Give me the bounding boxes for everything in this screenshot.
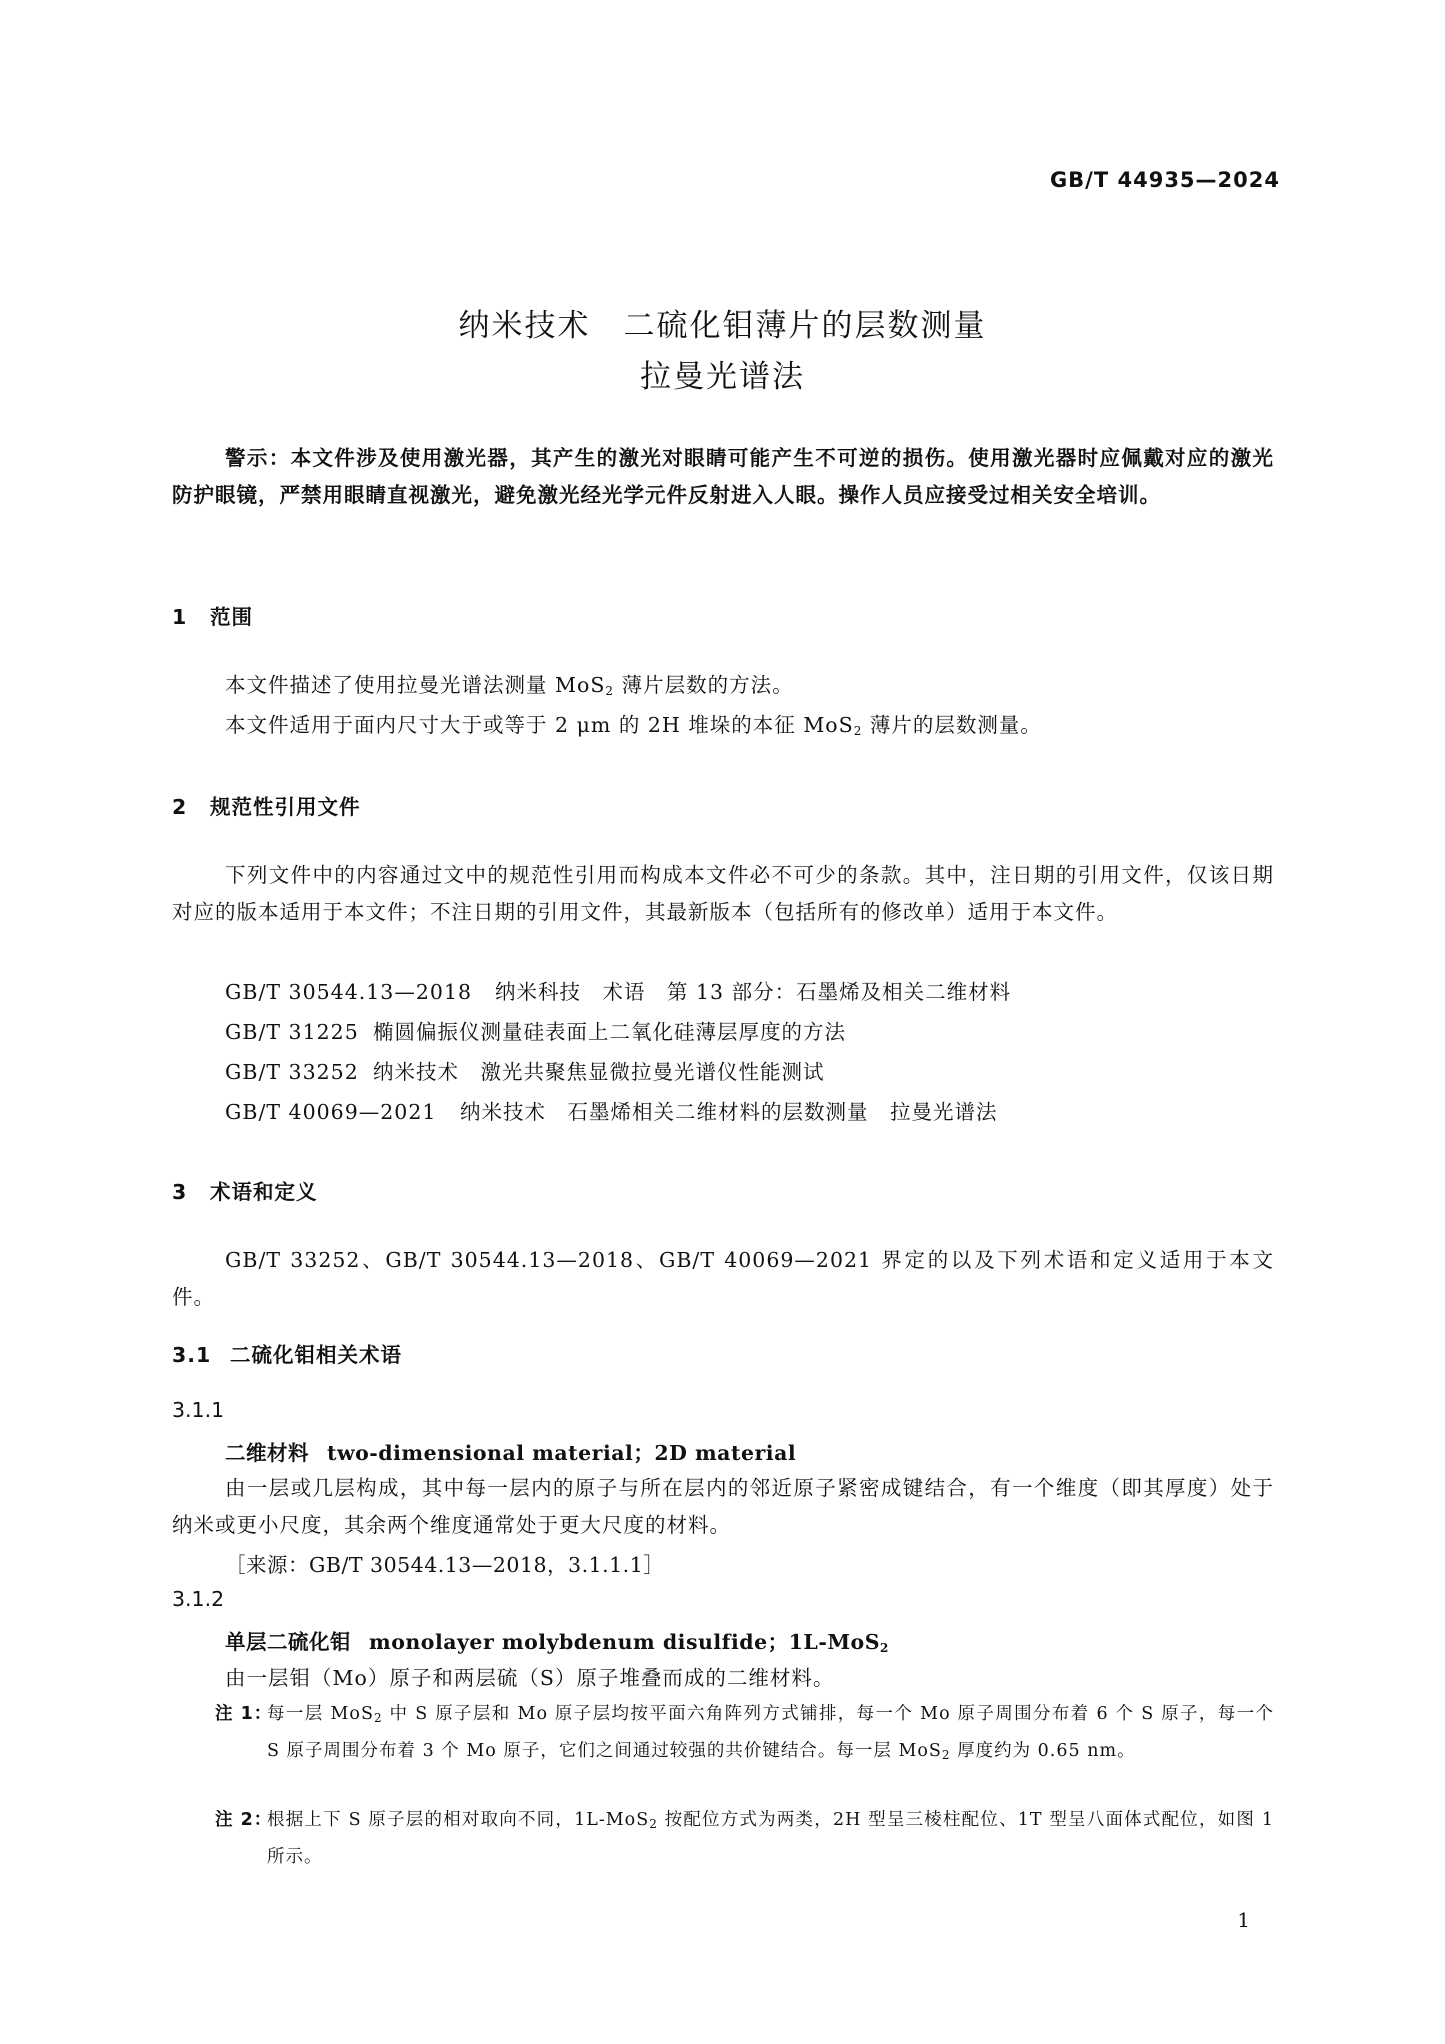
document-title-line1: 纳米技术 二硫化钼薄片的层数测量 — [458, 308, 987, 344]
section-3-heading — [172, 1175, 318, 1205]
note-label: 注 1： — [215, 1704, 273, 1724]
reference-item: GB/T 31225 椭圆偏振仪测量硅表面上二氧化硅薄层厚度的方法 — [225, 1020, 846, 1044]
safety-warning: 警示：本文件涉及使用激光器，其产生的激光对眼睛可能产生不可逆的损伤。使用激光器时应佩戴对应的激光防护眼镜，严禁用眼睛直视激光，避免激光经光学元件反射进入人眼。操作人员应接受过相关安全培训。 — [172, 446, 1274, 507]
subsection-3-1-heading — [172, 1338, 402, 1368]
subsection-title: 二硫化钼相关术语 — [230, 1343, 402, 1367]
term-source: ［来源：GB/T 30544.13—2018，3.1.1.1］ — [225, 1553, 665, 1577]
term-heading: 二维材料 two-dimensional material；2D material — [225, 1441, 797, 1465]
section-1-heading — [172, 600, 253, 630]
standard-code: GB/T 44935—2024 — [1049, 168, 1280, 192]
section-title: 范围 — [210, 605, 253, 629]
section-number: 2 — [172, 795, 188, 819]
section-2-heading — [172, 790, 361, 820]
page-number: 1 — [1237, 1908, 1250, 1932]
scope-paragraph-1: 本文件描述了使用拉曼光谱法测量 MoS$_2$ 薄片层数的方法。 — [225, 673, 794, 698]
reference-item: GB/T 33252 纳米技术 激光共聚焦显微拉曼光谱仪性能测试 — [225, 1060, 825, 1084]
section-number: 3 — [172, 1180, 188, 1204]
term-number: 3.1.2 — [172, 1587, 225, 1611]
reference-item: GB/T 40069—2021 纳米技术 石墨烯相关二维材料的层数测量 拉曼光谱法 — [225, 1100, 998, 1124]
term-heading: 单层二硫化钼 monolayer molybdenum disulfide；1L-MoS$_2$ — [225, 1630, 889, 1655]
subsection-number: 3.1 — [172, 1343, 212, 1367]
section-title: 规范性引用文件 — [210, 795, 361, 819]
section-title: 术语和定义 — [210, 1180, 318, 1204]
section-number: 1 — [172, 605, 188, 629]
term-number: 3.1.1 — [172, 1398, 225, 1422]
note-label: 注 2： — [215, 1810, 273, 1830]
term-definition: 由一层钼（Mo）原子和两层硫（S）原子堆叠而成的二维材料。 — [225, 1666, 835, 1690]
term-definition: 由一层或几层构成，其中每一层内的原子与所在层内的邻近原子紧密成键结合，有一个维度（即其厚度）处于纳米或更小尺度，其余两个维度通常处于更大尺度的材料。 — [172, 1476, 1274, 1537]
terms-intro: GB/T 33252、GB/T 30544.13—2018、GB/T 40069—2021 界定的以及下列术语和定义适用于本文件。 — [172, 1248, 1274, 1309]
reference-item: GB/T 30544.13—2018 纳米科技 术语 第 13 部分：石墨烯及相关二维材料 — [225, 980, 1012, 1004]
note-2: 注 2： 根据上下 S 原子层的相对取向不同，1L-MoS$_2$ 按配位方式为两类，2H 型呈三棱柱配位、1T 型呈八面体式配位，如图 1 所示。 — [215, 1804, 1274, 1874]
document-title-line2: 拉曼光谱法 — [640, 359, 805, 395]
scope-paragraph-2: 本文件适用于面内尺寸大于或等于 2 μm 的 2H 堆垛的本征 MoS$_2$ 薄片的层数测量。 — [225, 713, 1042, 738]
note-1: 注 1： 每一层 MoS$_2$ 中 S 原子层和 Mo 原子层均按平面六角阵列方式铺排，每一个 Mo 原子周围分布着 6 个 S 原子，每一个 S 原子周围分布着 3 个 Mo 原子，它们之间通过较强的共价键结合。每一层 MoS$_2$ 厚度约为 0.65 nm。 — [215, 1698, 1274, 1772]
normative-references-intro: 下列文件中的内容通过文中的规范性引用而构成本文件必不可少的条款。其中，注日期的引用文件，仅该日期对应的版本适用于本文件；不注日期的引用文件，其最新版本（包括所有的修改单）适用于本文件。 — [172, 863, 1274, 924]
